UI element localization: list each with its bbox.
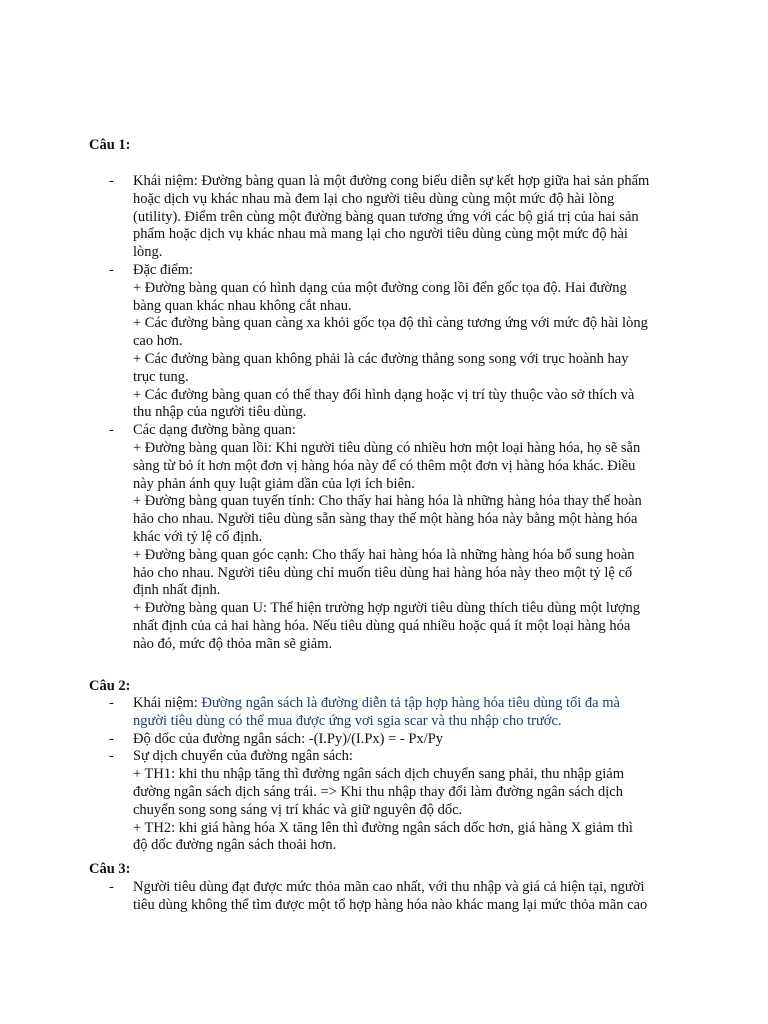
bullet-dash: - [109, 730, 114, 747]
bullet-dash: - [109, 422, 114, 439]
list-item [0, 262, 768, 422]
text-line: này phản ánh quy luật giảm dần của lợi ích biên. [133, 475, 415, 492]
question-3-list [0, 879, 768, 915]
text-line: định nhất định. [133, 582, 221, 599]
list-item [0, 731, 768, 749]
question-2-title: Câu 2: [89, 678, 131, 694]
question-1-list [0, 173, 768, 654]
text-line: Độ dốc của đường ngân sách: -(I.Py)/(I.Px) = - Px/Py [133, 730, 444, 747]
text-line: thu nhập của người tiêu dùng. [133, 404, 307, 421]
question-3-title: Câu 3: [89, 861, 131, 877]
text-line [133, 695, 673, 713]
bullet-dash: - [109, 748, 114, 765]
text-line: Người tiêu dùng đạt được mức thỏa mãn cao nhất, với thu nhập và giá cả hiện tại, người [133, 879, 645, 895]
item-text [133, 748, 673, 855]
item-text [133, 422, 673, 653]
text-line: chuyển song song sáng vị trí khác và giữ nguyên độ dốc. [133, 801, 463, 818]
item-text [133, 173, 673, 262]
text-line: nhất định của cả hai hàng hóa. Nếu tiêu dùng quá nhiều hoặc quá ít một loại hàng hóa [133, 617, 631, 634]
text-line: Các dạng đường bàng quan: [133, 422, 296, 439]
concept-label: Khái niệm: [133, 695, 202, 711]
question-1-title: Câu 1: [89, 137, 131, 153]
text-line: Khái niệm: Đường bàng quan là một đường cong biểu diễn sự kết hợp giữa hai sản phẩm [133, 173, 650, 189]
text-line: + Các đường bàng quan không phải là các đường thẳng song song với trục hoành hay [133, 350, 629, 367]
concept-definition: Đường ngân sách là đường diễn tả tập hợp hàng hóa tiêu dùng tối đa mà [201, 695, 620, 711]
text-line: + Đường bàng quan lồi: Khi người tiêu dùng có nhiều hơn một loại hàng hóa, họ sẽ sẵn [133, 439, 641, 456]
text-line: khác với tỷ lệ cố định. [133, 528, 263, 545]
text-line: + TH1: khi thu nhập tăng thì đường ngân sách dịch chuyển sang phải, thu nhập giảm [133, 766, 624, 783]
list-item [0, 695, 768, 731]
text-line: + Đường bàng quan U: Thể hiện trường hợp người tiêu dùng thích tiêu dùng một lượng [133, 600, 640, 617]
list-item [0, 748, 768, 855]
text-line: nào đó, mức độ thỏa mãn sẽ giảm. [133, 635, 333, 652]
bullet-dash: - [109, 695, 114, 711]
text-line: + TH2: khi giá hàng hóa X tăng lên thì đường ngân sách dốc hơn, giá hàng X giảm thì [133, 819, 633, 836]
bullet-dash: - [109, 261, 114, 278]
text-line: + Các đường bàng quan càng xa khỏi gốc tọa độ thì càng tương ứng với mức độ hài lòng [133, 315, 648, 332]
item-text [133, 879, 673, 915]
text-line: đường ngân sách dịch sáng trái. => Khi thu nhập thay đổi làm đường ngân sách dịch [133, 783, 623, 800]
list-item [0, 173, 768, 262]
text-line: hoặc dịch vụ khác nhau mà đem lại cho người tiêu dùng cùng một mức độ hài lòng [133, 190, 615, 207]
text-line: + Đường bàng quan góc cạnh: Cho thấy hai hàng hóa là những hàng hóa bổ sung hoàn [133, 546, 635, 563]
text-line: bàng quan khác nhau không cắt nhau. [133, 297, 352, 314]
list-item [0, 879, 768, 915]
bullet-dash: - [109, 173, 114, 189]
text-line: hảo cho nhau. Người tiêu dùng chỉ muốn tiêu dùng hai hàng hóa này theo một tỷ lệ cố [133, 564, 633, 581]
text-line: + Đường bàng quan có hình dạng của một đường cong lồi đến gốc tọa độ. Hai đường [133, 279, 627, 296]
item-text [133, 262, 673, 422]
text-line: độ dốc đường ngân sách thoải hơn. [133, 837, 337, 854]
concept-definition-continued: người tiêu dùng có thể mua được ứng vơi sgia scar và thu nhập cho trước. [133, 712, 562, 729]
list-item [0, 422, 768, 653]
question-2-list [0, 695, 768, 855]
text-line: trục tung. [133, 368, 189, 385]
text-line: Đặc điểm: [133, 261, 193, 278]
item-text [133, 731, 673, 749]
text-line: lòng. [133, 244, 163, 261]
text-line: (utility). Điểm trên cùng một đường bàng quan tương ứng với các bộ giá trị của hai sản [133, 208, 639, 225]
text-line: sàng từ bỏ ít hơn một đơn vị hàng hóa này để có thêm một đơn vị hàng hóa khác. Điều [133, 457, 636, 474]
text-line: cao hơn. [133, 333, 183, 350]
text-line: Sự dịch chuyển của đường ngân sách: [133, 748, 353, 765]
text-line: + Các đường bàng quan có thể thay đổi hình dạng hoặc vị trí tùy thuộc vào sở thích và [133, 386, 635, 403]
item-text [133, 695, 673, 731]
text-line: phẩm hoặc dịch vụ khác nhau mà mang lại cho người tiêu dùng cùng một mức độ hài [133, 226, 628, 243]
bullet-dash: - [109, 879, 114, 895]
text-line: hảo cho nhau. Người tiêu dùng sẵn sàng thay thế một hàng hóa này bằng một hàng hóa [133, 511, 638, 528]
text-line: tiêu dùng không thể tìm được một tổ hợp hàng hóa nào khác mang lại mức thỏa mãn cao [133, 896, 648, 913]
text-line: + Đường bàng quan tuyến tính: Cho thấy hai hàng hóa là những hàng hóa thay thế hoàn [133, 493, 642, 510]
